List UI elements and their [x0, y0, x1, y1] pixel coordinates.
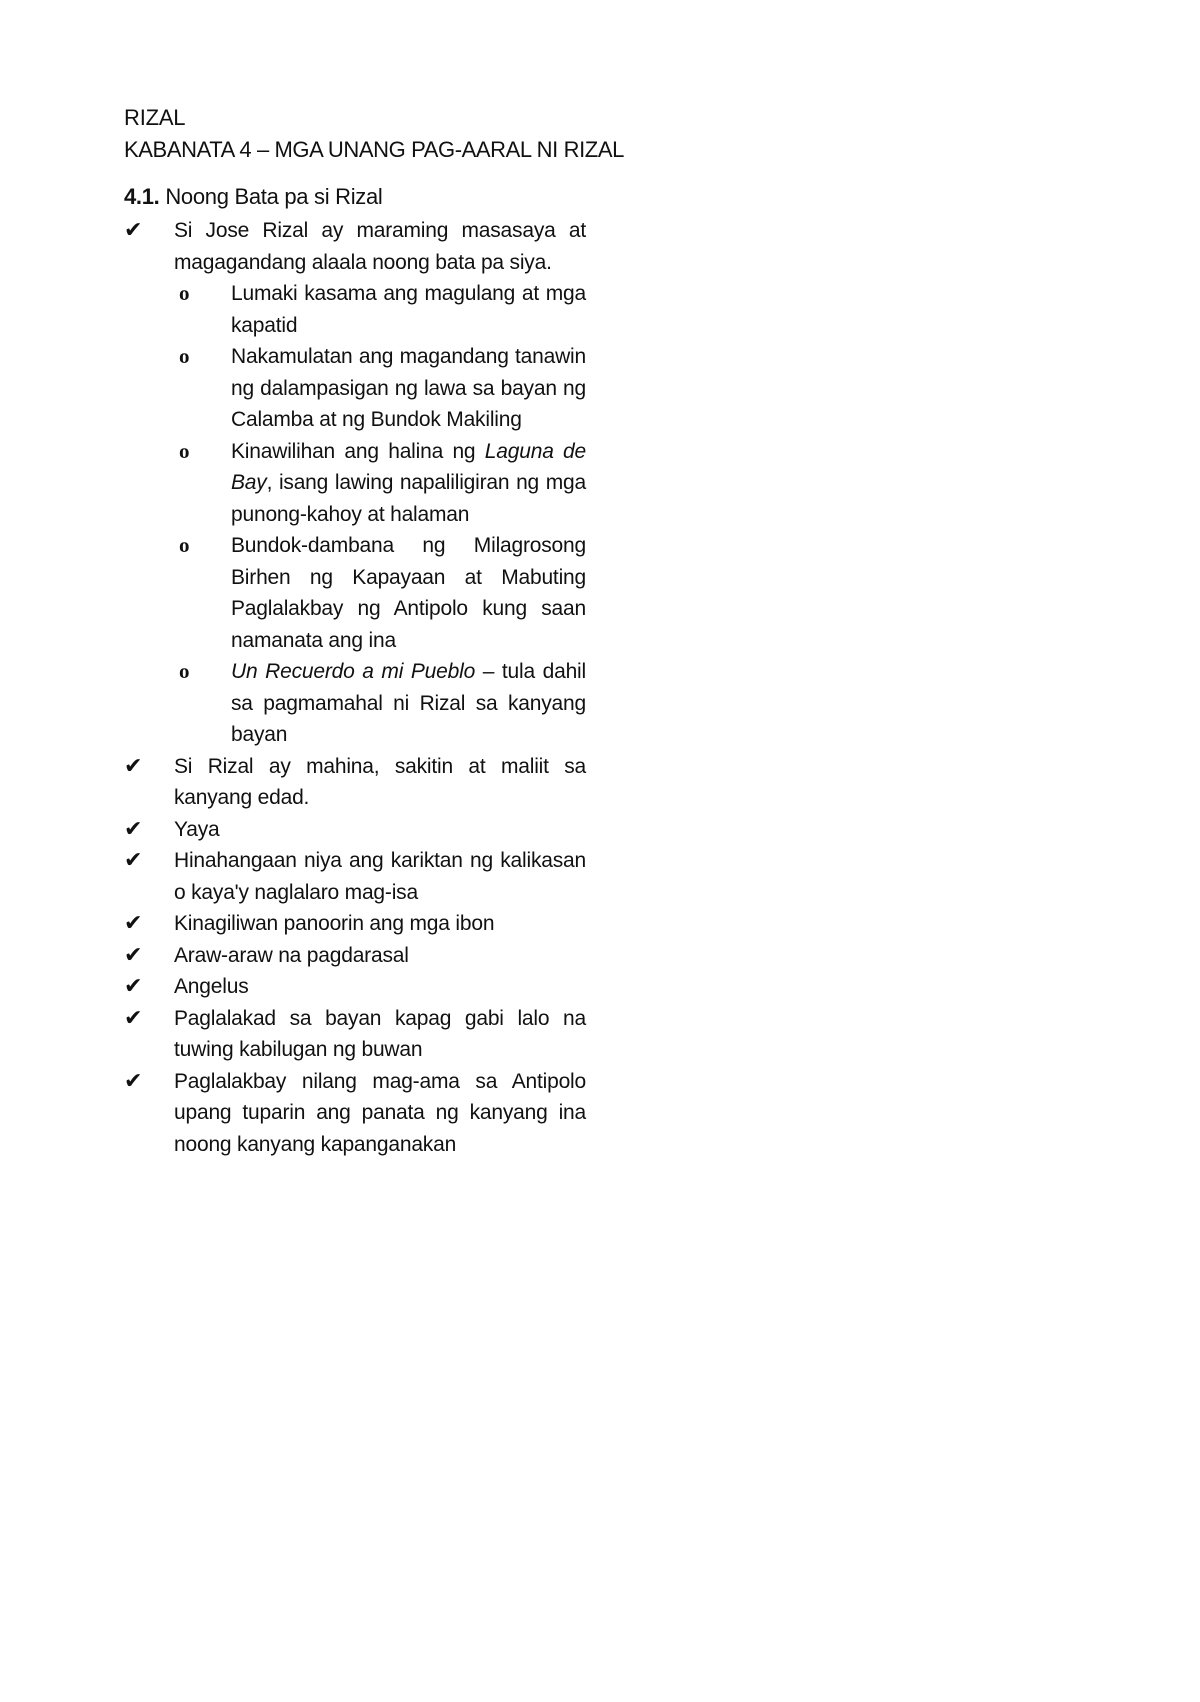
- list-item-text: Araw-araw na pagdarasal: [174, 943, 409, 967]
- list-item-text: Paglalakbay nilang mag-ama sa Antipolo upang tuparin ang panata ng kanyang ina noong kanyang kapanganakan: [174, 1069, 586, 1156]
- circle-bullet-icon: o: [179, 659, 190, 683]
- checkmark-icon: ✔: [124, 974, 143, 999]
- list-item: [124, 1003, 586, 1066]
- circle-bullet-icon: o: [179, 344, 190, 368]
- circle-bullet-icon: o: [179, 438, 190, 463]
- checkmark-icon: ✔: [124, 1068, 143, 1094]
- sub-item-text: Nakamulatan ang magandang tanawin ng dalampasigan ng lawa sa bayan ng Calamba at ng Bundok Makiling: [231, 345, 586, 431]
- sub-item-text-suffix: , isang lawing napaliligiran ng mga punong-kahoy at halaman: [231, 471, 586, 526]
- list-item: [124, 1066, 586, 1161]
- sub-list-item: [179, 341, 586, 436]
- checkmark-icon: ✔: [124, 753, 143, 779]
- checkmark-icon: ✔: [124, 942, 143, 968]
- list-item-text: Kinagiliwan panoorin ang mga ibon: [174, 912, 495, 935]
- list-item: [124, 971, 586, 1003]
- list-item: [124, 814, 586, 846]
- list-item-text: Angelus: [174, 975, 249, 998]
- list-item-text: Si Jose Rizal ay maraming masasaya at magagandang alaala noong bata pa siya.: [174, 219, 586, 274]
- checkmark-icon: ✔: [124, 911, 143, 936]
- list-item-text: Hinahangaan niya ang kariktan ng kalikasan o kaya'y naglalaro mag-isa: [174, 849, 586, 904]
- list-item: [124, 940, 586, 972]
- checkmark-icon: ✔: [124, 218, 143, 243]
- list-item: [124, 751, 586, 814]
- checkmark-list: [124, 215, 586, 1160]
- list-item-text: Paglalakad sa bayan kapag gabi lalo na tuwing kabilugan ng buwan: [174, 1006, 586, 1061]
- sub-bullet-list: [179, 278, 586, 751]
- chapter-heading: KABANATA 4 – MGA UNANG PAG-AARAL NI RIZAL: [124, 137, 624, 162]
- sub-item-text: Bundok-dambana ng Milagrosong Birhen ng Kapayaan at Mabuting Paglalakbay ng Antipolo kung saan namanata ang ina: [231, 534, 586, 652]
- section-number: 4.1.: [124, 184, 160, 209]
- list-item: [124, 845, 586, 908]
- sub-list-item: [179, 530, 586, 656]
- sub-item-text: Lumaki kasama ang magulang at mga kapatid: [231, 282, 586, 337]
- checkmark-icon: ✔: [124, 816, 143, 842]
- sub-item-text-suffix: – tula dahil sa pagmamahal ni Rizal sa kanyang bayan: [231, 660, 586, 746]
- document-title: RIZAL: [124, 105, 186, 130]
- sub-list-item: [179, 278, 586, 341]
- document-content: [124, 215, 586, 1160]
- sub-item-italic: Laguna de Bay: [231, 439, 587, 494]
- circle-bullet-icon: o: [179, 533, 190, 557]
- sub-item-text-prefix: Kinawilihan ang halina ng: [231, 439, 485, 463]
- checkmark-icon: ✔: [124, 848, 143, 873]
- poem-title: Un Recuerdo a mi Pueblo: [231, 660, 476, 683]
- list-item: [124, 908, 586, 940]
- section-title: Noong Bata pa si Rizal: [165, 184, 383, 209]
- section-heading: [124, 181, 383, 213]
- circle-bullet-icon: o: [179, 281, 190, 305]
- list-item: [124, 215, 586, 278]
- sub-list-item: [179, 656, 586, 751]
- sub-list-container: [124, 278, 586, 751]
- sub-list-item: [179, 436, 586, 531]
- list-item-text: Yaya: [174, 817, 220, 841]
- checkmark-icon: ✔: [124, 1005, 143, 1031]
- list-item-text: Si Rizal ay mahina, sakitin at maliit sa kanyang edad.: [174, 754, 586, 809]
